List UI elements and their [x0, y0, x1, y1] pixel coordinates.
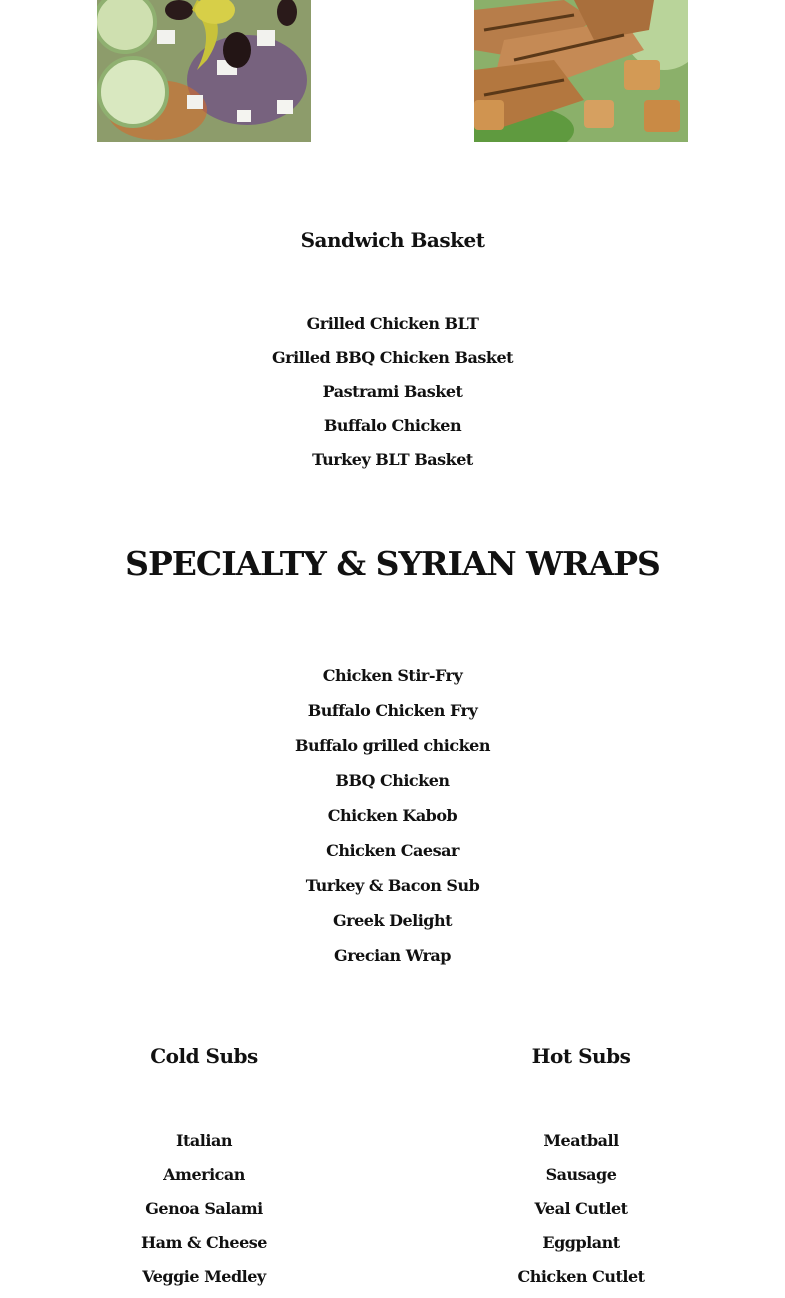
sandwich-basket-title: Sandwich Basket [300, 228, 485, 252]
list-item: Chicken Stir-Fry [322, 666, 463, 685]
list-item: Grecian Wrap [334, 946, 451, 965]
wraps-section-title: SPECIALTY & SYRIAN WRAPS [125, 544, 660, 583]
hot-subs-title: Hot Subs [531, 1044, 631, 1068]
cold-subs-title: Cold Subs [150, 1044, 258, 1068]
list-item: Buffalo grilled chicken [295, 736, 490, 755]
hot-subs-list [474, 1128, 688, 1298]
list-item: Turkey & Bacon Sub [305, 876, 480, 895]
list-item: Eggplant [542, 1233, 620, 1252]
greek-salad-image [97, 0, 311, 142]
list-item: Pastrami Basket [322, 382, 463, 401]
list-item: Ham & Cheese [141, 1233, 267, 1252]
list-item: Buffalo Chicken [323, 416, 462, 435]
grilled-chicken-salad-photo-icon [474, 0, 688, 142]
list-item: Grilled BBQ Chicken Basket [271, 348, 514, 367]
sandwich-basket-list [0, 311, 785, 481]
list-item: Meatball [543, 1131, 619, 1150]
list-item: BBQ Chicken [335, 771, 450, 790]
list-item: Chicken Cutlet [517, 1267, 645, 1286]
cold-subs-column [97, 1042, 311, 1298]
wraps-list [0, 663, 785, 978]
grilled-chicken-salad-image [474, 0, 688, 142]
hot-subs-column [474, 1042, 688, 1298]
list-item: Grilled Chicken BLT [306, 314, 479, 333]
list-item: Greek Delight [332, 911, 453, 930]
list-item: Turkey BLT Basket [312, 450, 473, 469]
list-item: Veal Cutlet [534, 1199, 628, 1218]
list-item: Chicken Kabob [327, 806, 458, 825]
cold-subs-list [97, 1128, 311, 1298]
greek-salad-photo-icon [97, 0, 311, 142]
list-item: Italian [176, 1131, 232, 1150]
list-item: Genoa Salami [145, 1199, 263, 1218]
list-item: Buffalo Chicken Fry [307, 701, 478, 720]
list-item: Sausage [545, 1165, 617, 1184]
list-item: American [163, 1165, 245, 1184]
list-item: Veggie Medley [142, 1267, 266, 1286]
list-item: Chicken Caesar [326, 841, 459, 860]
